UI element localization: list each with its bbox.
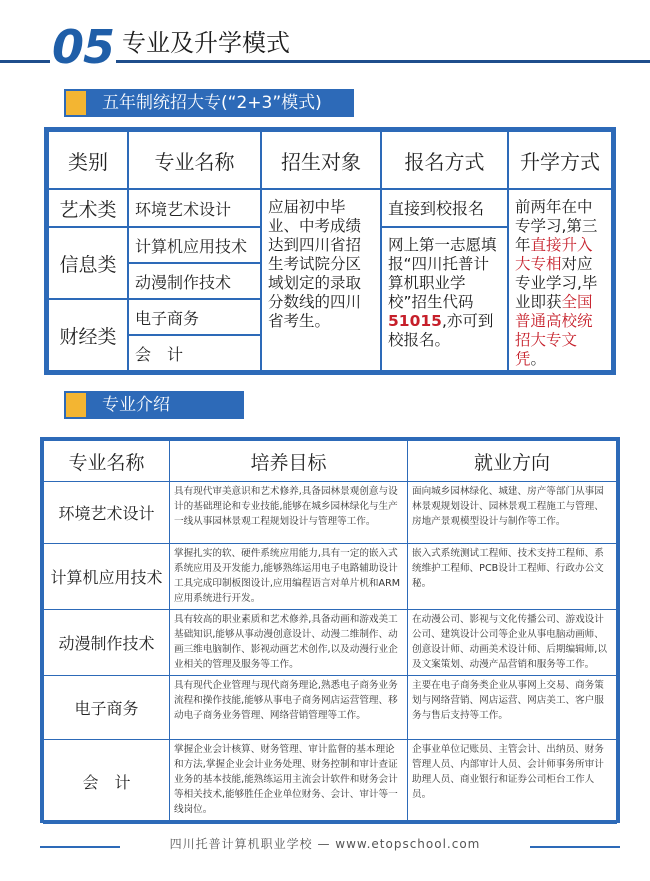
register-online-text-b: ,亦可到校报名。 xyxy=(388,312,494,349)
major-name: 动漫制作技术 xyxy=(44,610,170,676)
table-row xyxy=(44,482,617,544)
admission-table xyxy=(44,127,616,375)
major-career: 企事业单位记账员、主管会计、出纳员、财务管理人员、内部审计人员、会计师事务所审计助理人员、商业银行和证券公司柜台工作人员。 xyxy=(408,740,617,824)
major-accounting: 会 计 xyxy=(128,335,261,371)
table-row xyxy=(44,740,617,824)
major-env-art: 环境艺术设计 xyxy=(128,189,261,227)
section-marker xyxy=(66,91,86,115)
major-goal: 掌握扎实的软、硬件系统应用能力,具有一定的嵌入式系统应用及开发能力,能够熟练运用电子电路辅助设计工具完成印制板图设计,应用编程语言对单片机和ARM应用系统进行开发。 xyxy=(170,544,408,610)
category-finance: 财经类 xyxy=(48,299,128,371)
col-header-target: 招生对象 xyxy=(261,131,381,189)
section-bar-admission xyxy=(64,89,354,117)
major-name: 电子商务 xyxy=(44,676,170,740)
page-title: 专业及升学模式 xyxy=(122,29,290,57)
category-art: 艺术类 xyxy=(48,189,128,227)
col-header-upgrade: 升学方式 xyxy=(508,131,612,189)
section-number: 05 xyxy=(51,20,114,74)
major-name: 计算机应用技术 xyxy=(44,544,170,610)
upgrade-highlight-2: 全国普通高校统招大专文凭 xyxy=(515,293,593,368)
major-career: 面向城乡园林绿化、城建、房产等部门从事园林景观规划设计、园林景观工程施工与管理、房地产景观模型设计与制作等工作。 xyxy=(408,482,617,544)
upgrade-highlight-1: 直接升入大专相 xyxy=(515,236,593,273)
major-ecommerce: 电子商务 xyxy=(128,299,261,335)
major-animation: 动漫制作技术 xyxy=(128,263,261,299)
enrollment-target: 应届初中毕业、中考成绩达到四川省招生考试院分区域划定的录取分数线的四川省考生。 xyxy=(261,189,381,371)
register-direct: 直接到校报名 xyxy=(381,189,508,227)
table-row xyxy=(44,544,617,610)
major-name: 会 计 xyxy=(44,740,170,824)
major-career: 嵌入式系统测试工程师、技术支持工程师、系统维护工程师、PCB设计工程师、行政办公文秘。 xyxy=(408,544,617,610)
upgrade-text-a: 前两年在中专学习,第三年 xyxy=(515,198,598,254)
major-goal: 掌握企业会计核算、财务管理、审计监督的基本理论和方法,掌握企业会计业务处理、财务控制和审计查证业务的基本技能,能熟练运用主流会计软件和财务会计等相关技术,能够胜任企业单位财务、会计、审计等一线岗位。 xyxy=(170,740,408,824)
section-title-admission: 五年制统招大专(“2+3”模式) xyxy=(102,93,322,113)
col-header-goal: 培养目标 xyxy=(170,441,408,482)
section-bar-majors xyxy=(64,391,244,419)
enrollment-code: 51015 xyxy=(388,312,442,330)
major-career: 在动漫公司、影视与文化传播公司、游戏设计公司、建筑设计公司等企业从事电脑动画师、创意设计师、动画美术设计师、后期编辑师,以及文案策划、动漫产品营销和服务等工作。 xyxy=(408,610,617,676)
upgrade-text-b: 对应专业学习,毕业即获 xyxy=(515,255,598,311)
register-online-text: 网上第一志愿填报“四川托普计算机职业学校”招生代码 xyxy=(388,236,497,311)
major-name: 环境艺术设计 xyxy=(44,482,170,544)
major-goal: 具有较高的职业素质和艺术修养,具备动画和游戏美工基础知识,能够从事动漫创意设计、动漫二维制作、动画三维电脑制作、影视动画艺术创作,以及动漫行业企业相关的管理及服务等工作。 xyxy=(170,610,408,676)
footer-text: 四川托普计算机职业学校 — www.etopschool.com xyxy=(120,835,530,852)
major-computer: 计算机应用技术 xyxy=(128,227,261,263)
majors-table xyxy=(40,437,620,823)
major-goal: 具有现代企业管理与现代商务理论,熟悉电子商务业务流程和操作技能,能够从事电子商务网店运营管理、移动电子商务业务管理、网络营销管理等工作。 xyxy=(170,676,408,740)
col-header-register: 报名方式 xyxy=(381,131,508,189)
col-header-career: 就业方向 xyxy=(408,441,617,482)
upgrade-text-c: 。 xyxy=(530,350,547,368)
category-info: 信息类 xyxy=(48,227,128,299)
table-row xyxy=(44,676,617,740)
major-goal: 具有现代审美意识和艺术修养,具备园林景观创意与设计的基础理论和专业技能,能够在城乡园林绿化与生产一线从事园林景观工程规划设计与管理等工作。 xyxy=(170,482,408,544)
col-header-major: 专业名称 xyxy=(128,131,261,189)
section-title-majors: 专业介绍 xyxy=(102,395,170,415)
table-row xyxy=(44,610,617,676)
col-header-major-name: 专业名称 xyxy=(44,441,170,482)
col-header-category: 类别 xyxy=(48,131,128,189)
section-marker xyxy=(66,393,86,417)
upgrade-method xyxy=(508,189,612,371)
register-online xyxy=(381,227,508,371)
major-career: 主要在电子商务类企业从事网上交易、商务策划与网络营销、网店运营、网店美工、客户服务与售后支持等工作。 xyxy=(408,676,617,740)
